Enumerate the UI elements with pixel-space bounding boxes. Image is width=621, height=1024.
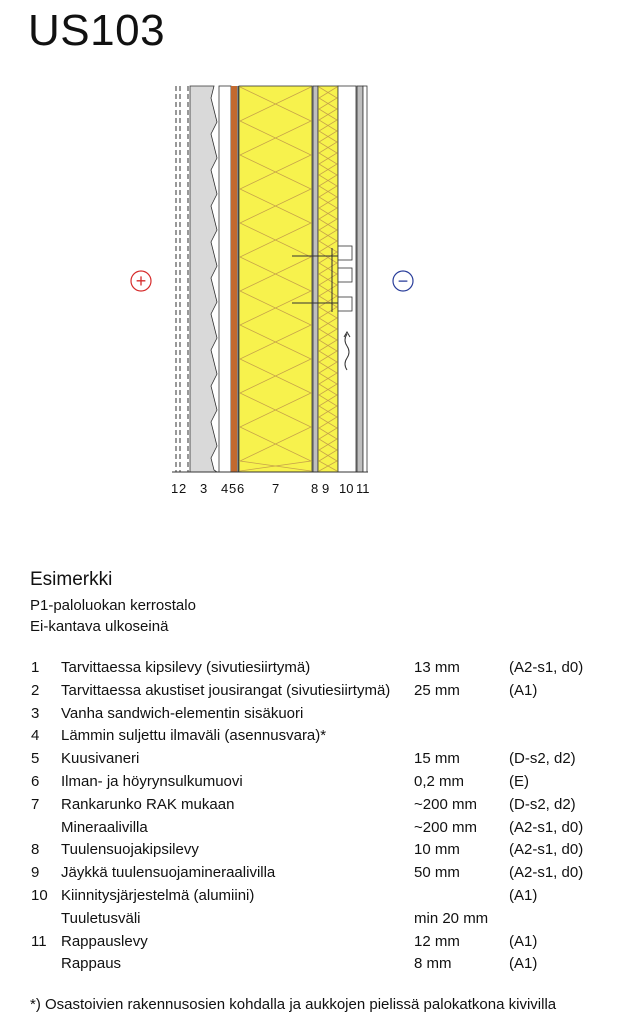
wall-layers bbox=[172, 86, 368, 472]
layer-fire-class: (A1) bbox=[509, 681, 538, 699]
outside-mark bbox=[393, 271, 413, 291]
layer-fire-class: (A1) bbox=[509, 887, 538, 904]
layer-number-5: 5 bbox=[229, 481, 237, 496]
footnote: *) Osastoivien rakennusosien kohdalla ja aukkojen pielissä palokatkona kivivilla bbox=[30, 996, 557, 1013]
layer-wind-wool bbox=[318, 86, 338, 472]
bracket-bottom bbox=[338, 297, 352, 311]
layer-number-3: 3 bbox=[200, 481, 208, 496]
table-row bbox=[0, 885, 621, 907]
table-row bbox=[0, 725, 621, 747]
section-heading: Esimerkki bbox=[30, 569, 113, 590]
layer-fire-class: (A1) bbox=[509, 955, 538, 973]
layer-description: Tuulensuojakipsilevy bbox=[61, 841, 199, 859]
layer-number-8: 8 bbox=[311, 481, 319, 496]
layer-plywood bbox=[231, 86, 237, 472]
layer-description: Vanha sandwich-elementin sisäkuori bbox=[61, 704, 304, 722]
layer-number: 11 bbox=[31, 932, 47, 950]
bracket-top bbox=[338, 246, 352, 260]
layer-thickness: ~200 mm bbox=[414, 818, 477, 836]
layer-description: Jäykkä tuulensuojamineraalivilla bbox=[61, 864, 276, 882]
layer-air-gap bbox=[219, 86, 231, 472]
layer-number-10: 10 bbox=[339, 481, 354, 496]
layer-description: Tarvittaessa kipsilevy (sivutiesiirtymä) bbox=[61, 659, 311, 676]
table-row bbox=[0, 748, 621, 770]
layer-number: 6 bbox=[31, 773, 40, 790]
layer-number: 4 bbox=[31, 727, 40, 745]
layer-thickness: 12 mm bbox=[414, 932, 460, 950]
layer-description: Kiinnitysjärjestelmä (alumiini) bbox=[61, 887, 255, 904]
table-row bbox=[0, 703, 621, 725]
layer-number: 5 bbox=[31, 750, 40, 768]
layer-thickness: 15 mm bbox=[414, 750, 460, 768]
layer-description: Kuusivaneri bbox=[61, 750, 140, 768]
layer-description: Ilman- ja höyrynsulkumuovi bbox=[61, 773, 243, 790]
layer-concrete-inner-shell bbox=[190, 86, 217, 472]
layer-render-board bbox=[357, 86, 363, 472]
layer-render bbox=[363, 86, 367, 472]
building-type: P1-paloluokan kerrostalo bbox=[30, 597, 196, 614]
page-title: US103 bbox=[28, 6, 166, 55]
inside-symbol: + bbox=[135, 271, 147, 291]
layer-thickness: min 20 mm bbox=[414, 909, 489, 927]
layer-number: 3 bbox=[31, 704, 40, 722]
layer-description: Rappauslevy bbox=[61, 932, 148, 950]
layer-number: 7 bbox=[31, 795, 40, 813]
inside-mark bbox=[131, 271, 151, 291]
layer-number: 9 bbox=[31, 864, 40, 882]
layer-fire-class: (D-s2, d2) bbox=[509, 795, 576, 813]
layer-fire-class: (A2-s1, d0) bbox=[509, 818, 584, 836]
table-row bbox=[0, 771, 621, 793]
layer-description: Mineraalivilla bbox=[61, 818, 148, 836]
layer-description: Rappaus bbox=[61, 955, 122, 973]
layer-fire-class: (E) bbox=[509, 773, 529, 790]
layer-thickness: 13 mm bbox=[414, 659, 460, 676]
table-row bbox=[0, 794, 621, 816]
table-row bbox=[0, 839, 621, 861]
layer-mineral-wool bbox=[239, 86, 312, 472]
layer-description: Tarvittaessa akustiset jousirangat (sivutiesiirtymä) bbox=[61, 681, 391, 699]
layer-description: Lämmin suljettu ilmaväli (asennusvara)* bbox=[61, 727, 327, 745]
layer-fire-class: (D-s2, d2) bbox=[509, 750, 576, 768]
table-row bbox=[0, 817, 621, 839]
layer-number-labels bbox=[171, 481, 370, 496]
table-row bbox=[0, 680, 621, 702]
table-row bbox=[0, 931, 621, 953]
layer-thickness: 0,2 mm bbox=[414, 773, 465, 790]
wall-section-diagram bbox=[0, 0, 621, 500]
wall-type: Ei-kantava ulkoseinä bbox=[30, 618, 169, 635]
layer-gypsum-board bbox=[176, 86, 188, 472]
layer-thickness: 50 mm bbox=[414, 864, 460, 882]
layer-fire-class: (A2-s1, d0) bbox=[509, 659, 584, 676]
layer-fire-class: (A1) bbox=[509, 932, 538, 950]
layer-fire-class: (A2-s1, d0) bbox=[509, 864, 584, 882]
layer-thickness: 8 mm bbox=[414, 955, 452, 973]
layer-number: 8 bbox=[31, 841, 40, 859]
layer-number: 10 bbox=[31, 887, 48, 904]
bracket-middle bbox=[338, 268, 352, 282]
table-row bbox=[0, 953, 621, 975]
layer-number-6: 6 bbox=[237, 481, 245, 496]
layer-description: Rankarunko RAK mukaan bbox=[61, 795, 235, 813]
layer-wind-gypsum bbox=[313, 86, 318, 472]
layer-number-9: 9 bbox=[322, 481, 330, 496]
layer-number-11: 11 bbox=[356, 481, 370, 496]
layer-description: Tuuletusväli bbox=[61, 909, 141, 927]
outside-symbol: − bbox=[397, 271, 409, 291]
layer-number: 2 bbox=[31, 681, 40, 699]
table-row bbox=[0, 908, 621, 930]
layer-number-4: 4 bbox=[221, 481, 229, 496]
layer-number: 1 bbox=[31, 659, 40, 676]
layer-number-1: 1 bbox=[171, 481, 179, 496]
layer-thickness: 25 mm bbox=[414, 681, 460, 699]
table-row bbox=[0, 657, 621, 679]
layer-number-2: 2 bbox=[179, 481, 187, 496]
layer-fire-class: (A2-s1, d0) bbox=[509, 841, 584, 859]
layer-thickness: 10 mm bbox=[414, 841, 460, 859]
layer-number-7: 7 bbox=[272, 481, 280, 496]
layer-thickness: ~200 mm bbox=[414, 795, 477, 813]
table-row bbox=[0, 862, 621, 884]
